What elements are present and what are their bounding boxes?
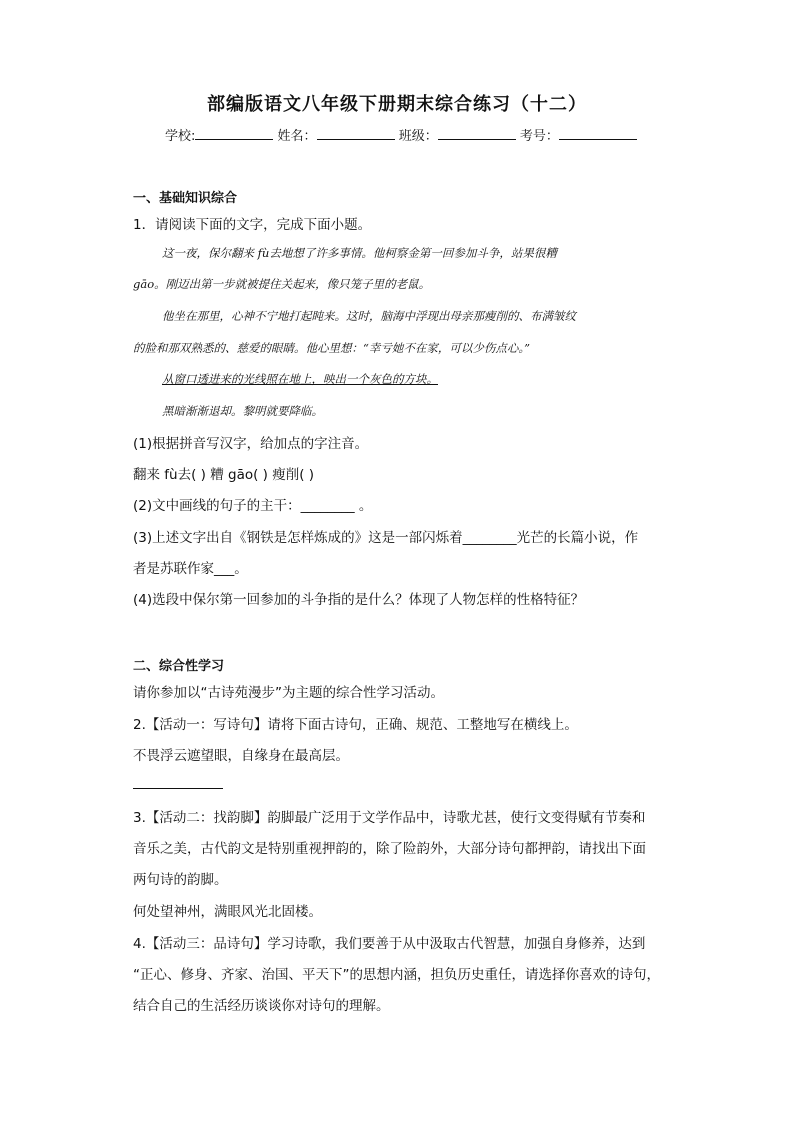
name-blank[interactable]	[317, 126, 395, 140]
sub-question-3: (3)上述文字出自《钢铁是怎样炼成的》这是一部闪烁着________光芒的长篇小说，作	[133, 530, 639, 546]
section-2-intro: 请你参加以“古诗苑漫步”为主题的综合性学习活动。	[133, 685, 444, 701]
question-3: 3.【活动二：找韵脚】韵脚最广泛用于文学作品中，诗歌尤甚，使行文变得赋有节奏和	[133, 810, 646, 826]
question-3-poem: 何处望神州，满眼风光北固楼。	[133, 904, 322, 920]
name-label: 姓名：	[277, 129, 317, 144]
exam-number-label: 考号：	[519, 129, 559, 144]
sub-question-1-items: 翻来 fù去( ) 糟 gāo( ) 瘦削( )	[133, 467, 315, 483]
passage-line: gāo。刚迈出第一步就被提住关起来，像只笼子里的老鼠。	[133, 277, 431, 291]
passage-line: 他坐在那里，心神不宁地打起盹来。这时，脑海中浮现出母亲那瘦削的、布满皱纹	[162, 309, 576, 323]
answer-line[interactable]	[133, 788, 223, 789]
sub-question-3-cont: 者是苏联作家___。	[133, 561, 248, 577]
school-label: 学校:	[165, 129, 196, 144]
class-blank[interactable]	[438, 126, 516, 140]
passage-line: 这一夜，保尔翻来 fù去地想了许多事情。他柯察金第一回参加斗争，站果很糟	[162, 246, 557, 260]
section-2-heading: 二、综合性学习	[133, 659, 225, 674]
student-info-line	[165, 125, 637, 144]
sub-question-1: (1)根据拼音写汉字，给加点的字注音。	[133, 436, 369, 452]
page-title: 部编版语文八年级下册期末综合练习（十二）	[207, 94, 587, 115]
question-2-poem: 不畏浮云遮望眼，自缘身在最高层。	[133, 748, 349, 764]
question-2: 2.【活动一：写诗句】请将下面古诗句，正确、规范、工整地写在横线上。	[133, 717, 578, 733]
sub-question-2: (2)文中画线的句子的主干：________ 。	[133, 498, 373, 514]
sub-question-4: (4)选段中保尔第一回参加的斗争指的是什么？体现了人物怎样的性格特征？	[133, 592, 585, 608]
school-blank[interactable]	[195, 126, 273, 140]
class-label: 班级：	[398, 129, 438, 144]
passage-line: 黑暗渐渐退却。黎明就要降临。	[162, 404, 323, 418]
question-4-cont: 结合自己的生活经历谈谈你对诗句的理解。	[133, 998, 390, 1014]
question-4-cont: “正心、修身、齐家、治国、平天下”的思想内涵，担负历史重任，请选择你喜欢的诗句，	[133, 967, 660, 983]
question-4: 4.【活动三：品诗句】学习诗歌，我们要善于从中汲取古代智慧，加强自身修养，达到	[133, 936, 646, 952]
question-1: 1．请阅读下面的文字，完成下面小题。	[133, 217, 372, 233]
question-3-cont: 音乐之美，古代韵文是特别重视押韵的，除了险韵外，大部分诗句都押韵，请找出下面	[133, 841, 646, 857]
exam-number-blank[interactable]	[559, 126, 637, 140]
passage-line: 的脸和那双熟悉的、慈爱的眼睛。他心里想：“幸亏她不在家，可以少伤点心。”	[133, 341, 531, 355]
section-1-heading: 一、基础知识综合	[133, 191, 238, 206]
underlined-passage-line: 从窗口透进来的光线照在地上，映出一个灰色的方块。	[162, 372, 438, 386]
question-3-cont: 两句诗的韵脚。	[133, 872, 228, 888]
